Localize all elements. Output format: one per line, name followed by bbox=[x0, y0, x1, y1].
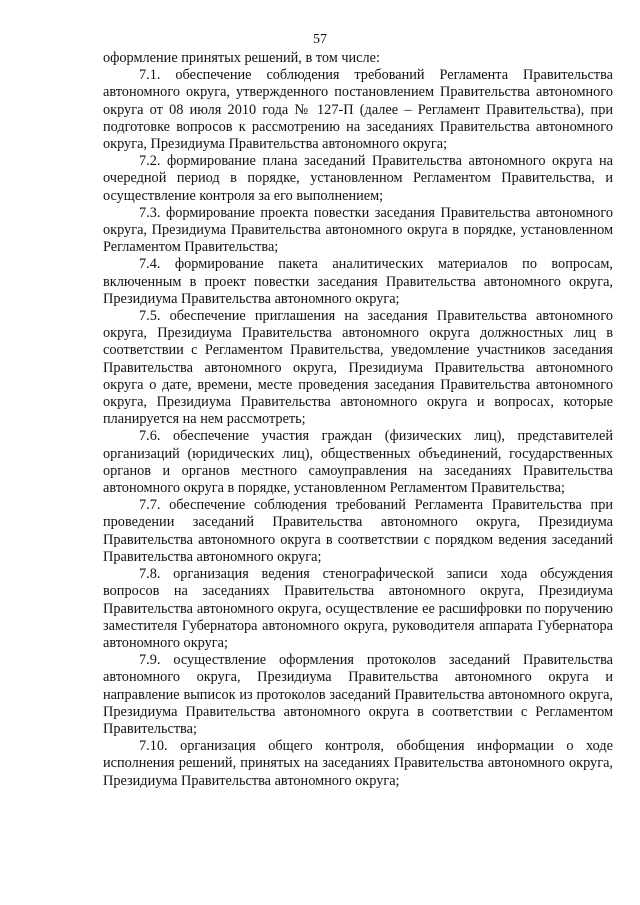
clause-7-1: 7.1. обеспечение соблюдения требований Регламента Правительства автономного округа, утвержденного постановлением Правительства автономного округа от 08 июля 2010 года № 127-П (далее – Регламент Правительства), при подготовке вопросов к рассмотрению на заседаниях Правительства автономного округа, Президиума Правительства автономного округа; bbox=[103, 67, 613, 153]
clause-7-3: 7.3. формирование проекта повестки заседания Правительства автономного округа, Президиума Правительства автономного округа в порядке, установленном Регламентом Правительства; bbox=[103, 204, 613, 256]
clause-7-9: 7.9. осуществление оформления протоколов заседаний Правительства автономного округа, Президиума Правительства автономного округа и направление выписок из протоколов заседаний Правительства автономного округа, Президиума Правительства автономного округа в соответствии с Регламентом Правительства; bbox=[103, 652, 613, 737]
document-body bbox=[103, 50, 613, 790]
clause-7-5: 7.5. обеспечение приглашения на заседания Правительства автономного округа, Президиума Правительства автономного округа должностных лиц в соответствии с Регламентом Правительства, уведомление участников заседания Правительства автономного округа, Президиума Правительства автономного округа о дате, времени, месте проведения заседания Правительства автономного округа, Президиума Правительства автономного округа и вопросах, которые планируется на нем рассмотреть; bbox=[103, 308, 613, 428]
clause-7-6: 7.6. обеспечение участия граждан (физических лиц), представителей организаций (юридических лиц), общественных объединений, государственных органов и органов местного самоуправления на заседаниях Правительства автономного округа в порядке, установленном Регламентом Правительства; bbox=[103, 428, 613, 497]
clause-7-8: 7.8. организация ведения стенографической записи хода обсуждения вопросов на заседаниях Правительства автономного округа, Президиума Правительства автономного округа, осуществление ее расшифровки по поручению заместителя Губернатора автономного округа, руководителя аппарата Губернатора автономного округа; bbox=[103, 566, 613, 651]
clause-7-2: 7.2. формирование плана заседаний Правительства автономного округа на очередной период в порядке, установленном Регламентом Правительства, и осуществление контроля за его выполнением; bbox=[103, 153, 613, 204]
clause-7-4: 7.4. формирование пакета аналитических материалов по вопросам, включенным в проект повестки заседания Правительства автономного округа, Президиума Правительства автономного округа; bbox=[103, 256, 613, 307]
clause-7-7: 7.7. обеспечение соблюдения требований Регламента Правительства при проведении заседаний Правительства автономного округа, Президиума Правительства автономного округа в соответствии с порядком ведения заседаний Правительства автономного округа; bbox=[103, 497, 613, 565]
intro-paragraph: оформление принятых решений, в том числе: bbox=[103, 50, 380, 66]
page-number: 57 bbox=[313, 32, 327, 47]
clause-7-10: 7.10. организация общего контроля, обобщения информации о ходе исполнения решений, принятых на заседаниях Правительства автономного округа, Президиума Правительства автономного округа; bbox=[103, 738, 613, 789]
